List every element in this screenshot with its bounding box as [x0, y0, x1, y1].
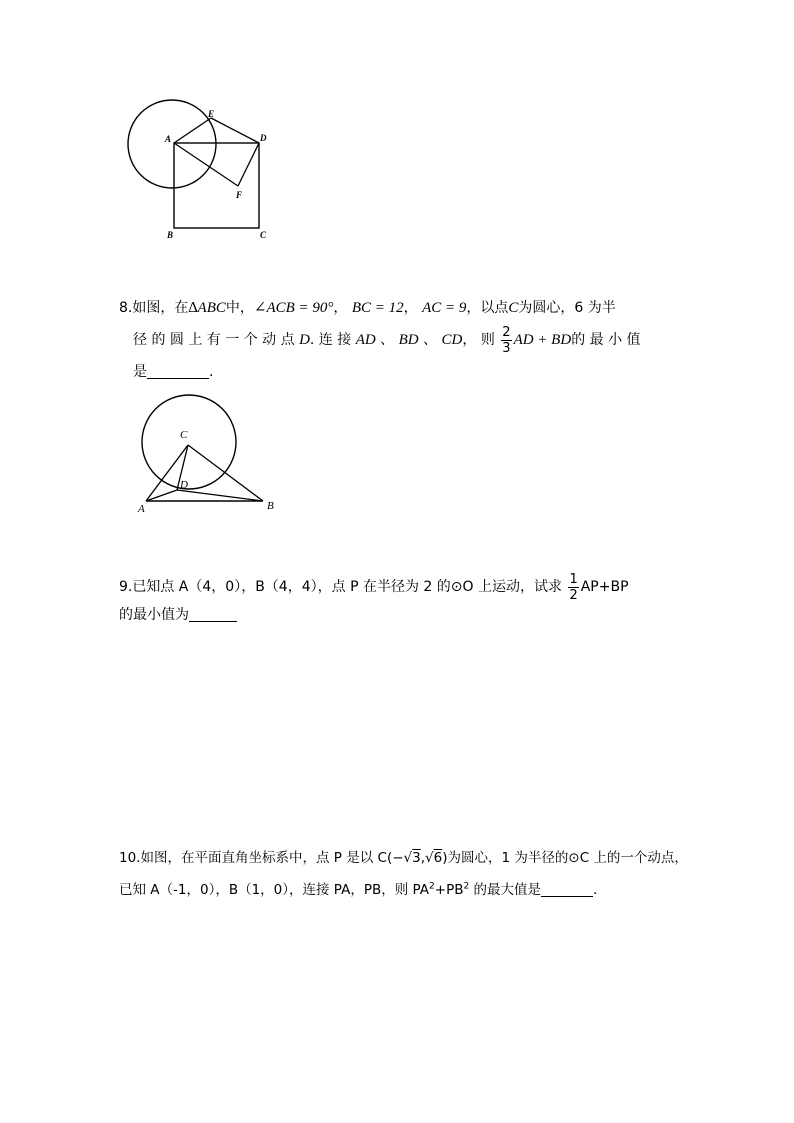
circle-symbol: ⊙ [568, 850, 580, 866]
figure-7-segment-af [174, 143, 238, 186]
q9-text: O 上运动，试求 [462, 579, 562, 595]
q8-text: ， [333, 300, 348, 316]
figure-7-label-a: A [165, 134, 172, 144]
q8-text: 如图，在 [132, 300, 189, 316]
figure-8-label-d: D [180, 479, 188, 491]
figure-8-label-c: C [180, 429, 188, 441]
question-10-line-1 [119, 842, 688, 874]
question-8-number: 8. [119, 300, 133, 316]
q8-text: 的 最 小 值 [571, 332, 641, 348]
question-8-line-3 [119, 356, 679, 388]
q10-text: . [593, 882, 598, 898]
paren: ( [386, 850, 393, 866]
segment-cd: CD [441, 332, 463, 348]
fraction-one-half [568, 572, 578, 603]
q8-text: 中， [225, 300, 254, 316]
q9-text: AP+BP [580, 579, 629, 595]
q10-text: 为圆心，1 为半径的 [447, 850, 569, 866]
answer-blank [541, 880, 593, 897]
point-c: C [508, 300, 519, 316]
q10-text: C 上的一个动点， [579, 850, 688, 866]
question-10 [119, 842, 688, 906]
q8-text: ， [403, 300, 418, 316]
figure-8-label-a: A [138, 503, 145, 515]
minus-sign: − [392, 850, 404, 866]
radicand: 3 [412, 850, 421, 866]
question-10-line-2 [119, 874, 679, 906]
figure-7-label-c: C [260, 230, 267, 240]
figure-7-segment-ae [174, 118, 211, 143]
q8-text: ， 则 [462, 332, 495, 348]
figure-7-label-b: B [167, 230, 174, 240]
answer-blank [189, 605, 237, 622]
question-8-line-2 [119, 324, 679, 356]
fraction-numerator: 1 [569, 571, 578, 587]
radicand: 6 [433, 850, 443, 866]
fraction-two-thirds [501, 325, 511, 356]
q10-text: 如图，在平面直角坐标系中，点 P 是以 C [140, 850, 387, 866]
answer-blank [147, 362, 209, 379]
q10-text: 已知 A（-1，0），B（1，0），连接 PA，PB，则 PA [119, 882, 430, 898]
segment-bd: BD [398, 332, 419, 348]
q10-text: +PB [434, 882, 464, 898]
sqrt-sign: √ [403, 850, 413, 866]
figure-7-label-e: E [208, 109, 215, 119]
q10-text: 的最大值是 [469, 882, 542, 898]
figure-8 [130, 394, 290, 519]
c-coordinates [387, 850, 448, 866]
q8-text: 是 [133, 364, 147, 380]
fraction-numerator: 2 [502, 324, 511, 340]
question-9 [119, 571, 679, 631]
question-10-number: 10. [119, 850, 141, 866]
q8-text: 为圆心，6 为半 [518, 300, 616, 316]
question-8 [119, 292, 679, 388]
fraction-denominator: 2 [569, 587, 578, 603]
q8-text: 、 [380, 332, 395, 348]
point-d: D [299, 332, 310, 348]
comma: , [420, 850, 426, 866]
figure-7-circle [128, 100, 216, 188]
q8-text: ，以点 [466, 300, 509, 316]
q9-text: 的最小值为 [119, 607, 189, 623]
figure-8-label-b: B [267, 500, 274, 512]
superscript: 2 [429, 881, 435, 892]
paren: ) [442, 850, 448, 866]
figure-8-circle [142, 395, 236, 489]
question-8-line-1 [119, 292, 679, 324]
question-9-line-2 [119, 599, 679, 631]
circle-symbol: ⊙ [450, 579, 463, 595]
bc-value: BC = 12 [351, 300, 404, 316]
superscript: 2 [463, 881, 470, 892]
figure-7-label-d: D [260, 133, 267, 143]
q8-text: . [209, 364, 214, 380]
figure-7-segment-ed [211, 118, 259, 143]
ac-value: AC = 9 [422, 300, 467, 316]
q9-text: 已知点 A（4，0），B（4，4），点 P 在半径为 2 的 [132, 579, 451, 595]
angle-acb: ∠ACB = 90° [253, 300, 334, 316]
fraction-denominator: 3 [502, 340, 511, 356]
q8-text: 、 [423, 332, 438, 348]
q8-text: 径 的 圆 上 有 一 个 动 点 [133, 332, 295, 348]
figure-7-label-f: F [236, 190, 243, 200]
expression: AD + BD [513, 332, 572, 348]
figure-7 [115, 92, 285, 252]
question-9-number: 9. [119, 579, 133, 595]
triangle-abc: ∆ABC [188, 300, 226, 316]
q8-text: . 连 接 [309, 332, 352, 348]
sqrt-sign: √ [425, 850, 434, 866]
figure-7-segment-df [238, 143, 259, 186]
segment-ad: AD [355, 332, 376, 348]
